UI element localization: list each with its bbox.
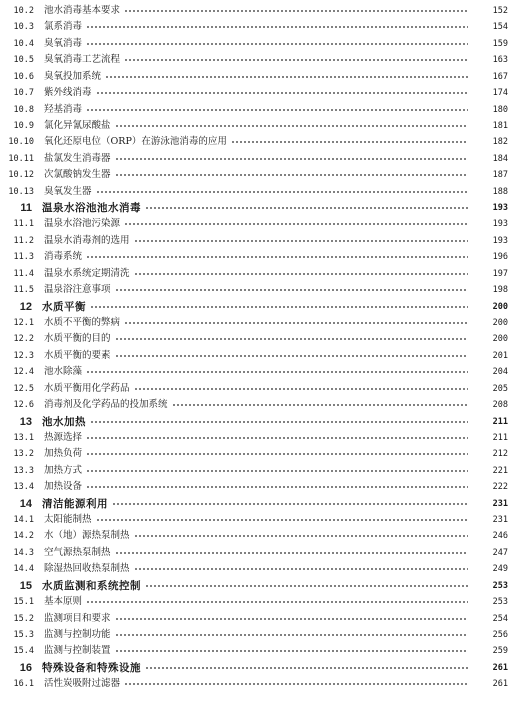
- toc-entry-number: 10.6: [13, 71, 34, 82]
- toc-entry-number: 15.3: [13, 629, 34, 640]
- toc-entry-page: 259: [492, 646, 508, 657]
- dot-leader: [96, 519, 468, 521]
- toc-entry-number: 12.2: [13, 334, 34, 345]
- toc-section-entry[interactable]: [0, 561, 532, 577]
- dot-leader: [115, 552, 468, 554]
- dot-leader: [112, 503, 468, 505]
- toc-section-entry[interactable]: [0, 102, 532, 118]
- dot-leader: [134, 388, 468, 390]
- toc-entry-title: 除湿热回收热泵制热: [44, 563, 130, 575]
- toc-entry-title: 温泉水消毒剂的选用: [44, 234, 130, 246]
- dot-leader: [115, 158, 468, 160]
- toc-entry-number: 13.2: [13, 449, 34, 460]
- toc-entry-title: 水质平衡的要素: [44, 349, 111, 361]
- toc-entry-title: 羟基消毒: [44, 103, 83, 115]
- toc-section-entry[interactable]: [0, 545, 532, 561]
- toc-entry-page: 261: [492, 662, 508, 673]
- toc-entry-number: 16: [19, 661, 32, 674]
- toc-entry-page: 222: [492, 482, 508, 493]
- toc-entry-number: 10.10: [8, 137, 34, 148]
- toc-section-entry[interactable]: [0, 643, 532, 659]
- toc-entry-page: 231: [492, 515, 508, 526]
- dot-leader: [124, 683, 468, 685]
- toc-section-entry[interactable]: [0, 512, 532, 528]
- toc-entry-page: 200: [492, 317, 508, 328]
- toc-entry-number: 13.4: [13, 482, 34, 493]
- dot-leader: [90, 421, 468, 423]
- dot-leader: [115, 289, 468, 291]
- toc-section-entry[interactable]: [0, 216, 532, 232]
- toc-section-entry[interactable]: [0, 430, 532, 446]
- toc-section-entry[interactable]: [0, 3, 532, 19]
- toc-entry-number: 12.6: [13, 400, 34, 411]
- toc-entry-title: 温泉水浴池污染源: [44, 218, 121, 230]
- toc-entry-page: 188: [492, 186, 508, 197]
- toc-entry-page: 193: [492, 219, 508, 230]
- toc-entry-title: 盐氯发生消毒器: [44, 152, 111, 164]
- dot-leader: [134, 535, 468, 537]
- toc-entry-number: 11.4: [13, 268, 34, 279]
- toc-entry-title: 加热方式: [44, 464, 83, 476]
- toc-section-entry[interactable]: [0, 282, 532, 298]
- toc-section-entry[interactable]: [0, 167, 532, 183]
- toc-entry-number: 11.1: [13, 219, 34, 230]
- toc-entry-title: 监测项目和要求: [44, 612, 111, 624]
- toc-section-entry[interactable]: [0, 676, 532, 692]
- toc-entry-page: 246: [492, 531, 508, 542]
- toc-section-entry[interactable]: [0, 381, 532, 397]
- toc-entry-title: 加热设备: [44, 481, 83, 493]
- toc-entry-title: 水质平衡: [42, 300, 86, 313]
- toc-section-entry[interactable]: [0, 463, 532, 479]
- toc-entry-page: 231: [492, 498, 508, 509]
- dot-leader: [86, 109, 468, 111]
- toc-entry-page: 211: [492, 432, 508, 443]
- dot-leader: [115, 650, 468, 652]
- toc-entry-title: 氧化还原电位（ORP）在游泳池消毒的应用: [44, 136, 227, 148]
- toc-entry-page: 163: [492, 55, 508, 66]
- toc-entry-title: 池水加热: [42, 415, 86, 428]
- toc-entry-page: 197: [492, 268, 508, 279]
- toc-entry-number: 10.8: [13, 104, 34, 115]
- toc-entry-number: 14.3: [13, 547, 34, 558]
- toc-entry-title: 臭氧发生器: [44, 185, 92, 197]
- toc-entry-number: 15.2: [13, 613, 34, 624]
- toc-entry-number: 10.3: [13, 22, 34, 33]
- dot-leader: [86, 371, 468, 373]
- toc-section-entry[interactable]: [0, 479, 532, 495]
- toc-chapter-entry[interactable]: [0, 414, 532, 430]
- dot-leader: [96, 191, 468, 193]
- toc-entry-page: 180: [492, 104, 508, 115]
- toc-entry-number: 10.9: [13, 120, 34, 131]
- toc-entry-title: 清洁能源利用: [42, 497, 108, 510]
- toc-entry-title: 监测与控制功能: [44, 628, 111, 640]
- toc-entry-title: 池水除藻: [44, 366, 83, 378]
- toc-entry-number: 12.3: [13, 350, 34, 361]
- toc-section-entry[interactable]: [0, 36, 532, 52]
- toc-entry-number: 13: [19, 415, 32, 428]
- toc-entry-number: 13.1: [13, 432, 34, 443]
- toc-entry-title: 温泉浴注意事项: [44, 284, 111, 296]
- toc-entry-title: 臭氧消毒工艺流程: [44, 54, 121, 66]
- toc-entry-title: 热源选择: [44, 431, 83, 443]
- toc-entry-page: 196: [492, 252, 508, 263]
- dot-leader: [124, 59, 468, 61]
- toc-entry-number: 10.2: [13, 6, 34, 16]
- dot-leader: [134, 240, 468, 242]
- toc-entry-page: 253: [492, 580, 508, 591]
- toc-chapter-entry[interactable]: [0, 299, 532, 315]
- toc-section-entry[interactable]: [0, 184, 532, 200]
- toc-entry-number: 16.1: [13, 679, 34, 690]
- toc-entry-number: 11.3: [13, 252, 34, 263]
- toc-section-entry[interactable]: [0, 233, 532, 249]
- dot-leader: [86, 470, 468, 472]
- dot-leader: [145, 585, 468, 587]
- dot-leader: [105, 76, 468, 78]
- toc-entry-number: 11: [20, 202, 32, 215]
- toc-entry-title: 水（地）源热泵制热: [44, 530, 130, 542]
- toc-entry-number: 11.5: [13, 285, 34, 296]
- dot-leader: [96, 92, 468, 94]
- toc-section-entry[interactable]: [0, 118, 532, 134]
- toc-entry-title: 基本原则: [44, 596, 83, 608]
- toc-section-entry[interactable]: [0, 331, 532, 347]
- toc-entry-page: 152: [492, 6, 508, 16]
- toc-entry-page: 254: [492, 613, 508, 624]
- toc-chapter-entry[interactable]: [0, 200, 532, 216]
- toc-entry-number: 15.4: [13, 646, 34, 657]
- toc-entry-page: 198: [492, 285, 508, 296]
- toc-entry-title: 水质监测和系统控制: [42, 579, 141, 592]
- toc-entry-page: 261: [492, 679, 508, 690]
- toc-section-entry[interactable]: [0, 52, 532, 68]
- toc-entry-title: 水质不平衡的弊病: [44, 316, 121, 328]
- toc-entry-number: 10.12: [8, 170, 34, 181]
- toc-entry-page: 159: [492, 38, 508, 49]
- dot-leader: [145, 207, 468, 209]
- toc-entry-number: 12: [19, 300, 32, 313]
- toc-entry-page: 208: [492, 400, 508, 411]
- toc-entry-page: 181: [492, 120, 508, 131]
- dot-leader: [231, 141, 468, 143]
- toc-entry-title: 特殊设备和特殊设施: [42, 661, 141, 674]
- dot-leader: [145, 667, 468, 669]
- toc-entry-page: 182: [492, 137, 508, 148]
- toc-section-entry[interactable]: [0, 315, 532, 331]
- toc-section-entry[interactable]: [0, 151, 532, 167]
- toc-entry-page: 212: [492, 449, 508, 460]
- toc-section-entry[interactable]: [0, 446, 532, 462]
- toc-entry-page: 247: [492, 547, 508, 558]
- toc-entry-number: 10.7: [13, 88, 34, 99]
- dot-leader: [115, 338, 468, 340]
- dot-leader: [134, 568, 468, 570]
- toc-entry-number: 14.2: [13, 531, 34, 542]
- toc-entry-page: 174: [492, 88, 508, 99]
- toc-section-entry[interactable]: [0, 134, 532, 150]
- toc-entry-page: 204: [492, 367, 508, 378]
- toc-entry-number: 11.2: [13, 235, 34, 246]
- toc-entry-title: 次氯酸钠发生器: [44, 169, 111, 181]
- toc-section-entry[interactable]: [0, 69, 532, 85]
- toc-entry-title: 加热负荷: [44, 448, 83, 460]
- toc-entry-page: 193: [492, 235, 508, 246]
- toc-entry-page: 256: [492, 629, 508, 640]
- toc-entry-title: 池水消毒基本要求: [44, 5, 121, 16]
- toc-entry-page: 201: [492, 350, 508, 361]
- dot-leader: [124, 10, 468, 12]
- toc-section-entry[interactable]: [0, 266, 532, 282]
- toc-entry-number: 14.1: [13, 515, 34, 526]
- toc-entry-page: 154: [492, 22, 508, 33]
- toc-entry-number: 12.5: [13, 383, 34, 394]
- toc-entry-title: 太阳能制热: [44, 514, 92, 526]
- dot-leader: [86, 601, 468, 603]
- toc-entry-number: 10.11: [8, 153, 34, 164]
- toc-entry-title: 温泉水浴池池水消毒: [42, 202, 141, 215]
- toc-entry-title: 臭氧投加系统: [44, 70, 102, 82]
- dot-leader: [86, 437, 468, 439]
- toc-entry-number: 14.4: [13, 564, 34, 575]
- toc-section-entry[interactable]: [0, 627, 532, 643]
- toc-entry-title: 臭氧消毒: [44, 37, 83, 49]
- toc-entry-title: 紫外线消毒: [44, 87, 92, 99]
- dot-leader: [86, 256, 468, 258]
- dot-leader: [115, 174, 468, 176]
- toc-entry-page: 200: [492, 334, 508, 345]
- dot-leader: [86, 43, 468, 45]
- toc-entry-title: 氯化异氰尿酸盐: [44, 119, 111, 131]
- toc-entry-title: 氯系消毒: [44, 21, 83, 33]
- toc-entry-number: 12.1: [13, 317, 34, 328]
- toc-entry-number: 10.4: [13, 38, 34, 49]
- toc-entry-number: 13.3: [13, 465, 34, 476]
- toc-entry-page: 167: [492, 71, 508, 82]
- toc-chapter-entry[interactable]: [0, 660, 532, 676]
- toc-entry-title: 水质平衡的目的: [44, 333, 111, 345]
- toc-chapter-entry[interactable]: [0, 496, 532, 512]
- toc-section-entry[interactable]: [0, 611, 532, 627]
- dot-leader: [115, 618, 468, 620]
- toc-section-entry[interactable]: [0, 397, 532, 413]
- toc-entry-number: 14: [19, 497, 32, 510]
- dot-leader: [90, 306, 468, 308]
- toc-entry-number: 15.1: [13, 597, 34, 608]
- dot-leader: [124, 322, 468, 324]
- toc-section-entry[interactable]: [0, 594, 532, 610]
- dot-leader: [124, 223, 468, 225]
- toc-entry-title: 活性炭吸附过滤器: [44, 678, 121, 690]
- toc-entry-page: 184: [492, 153, 508, 164]
- dot-leader: [134, 273, 468, 275]
- toc-entry-title: 消毒剂及化学药品的投加系统: [44, 399, 168, 411]
- toc-entry-title: 空气源热泵制热: [44, 546, 111, 558]
- toc-section-entry[interactable]: [0, 528, 532, 544]
- toc-entry-title: 监测与控制装置: [44, 645, 111, 657]
- toc-entry-number: 10.5: [13, 55, 34, 66]
- toc-entry-page: 249: [492, 564, 508, 575]
- toc-entry-page: 205: [492, 383, 508, 394]
- toc-entry-page: 253: [492, 597, 508, 608]
- toc-entry-title: 温泉水系统定期清洗: [44, 267, 130, 279]
- toc-section-entry[interactable]: [0, 364, 532, 380]
- toc-section-entry[interactable]: [0, 19, 532, 35]
- toc-section-entry[interactable]: [0, 85, 532, 101]
- dot-leader: [172, 404, 468, 406]
- toc-entry-page: 187: [492, 170, 508, 181]
- dot-leader: [86, 26, 468, 28]
- toc-entry-page: 193: [492, 203, 508, 214]
- toc-entry-page: 211: [492, 416, 508, 427]
- toc-section-entry[interactable]: [0, 249, 532, 265]
- toc-entry-page: 221: [492, 465, 508, 476]
- dot-leader: [115, 634, 468, 636]
- toc-entry-number: 15: [19, 579, 32, 592]
- dot-leader: [86, 453, 468, 455]
- toc-entry-title: 消毒系统: [44, 251, 83, 263]
- toc-entry-title: 水质平衡用化学药品: [44, 382, 130, 394]
- dot-leader: [115, 125, 468, 127]
- dot-leader: [86, 486, 468, 488]
- toc-entry-number: 10.13: [8, 186, 34, 197]
- toc-entry-number: 12.4: [13, 367, 34, 378]
- toc-section-entry[interactable]: [0, 348, 532, 364]
- toc-entry-page: 200: [492, 301, 508, 312]
- dot-leader: [115, 355, 468, 357]
- toc-chapter-entry[interactable]: [0, 578, 532, 594]
